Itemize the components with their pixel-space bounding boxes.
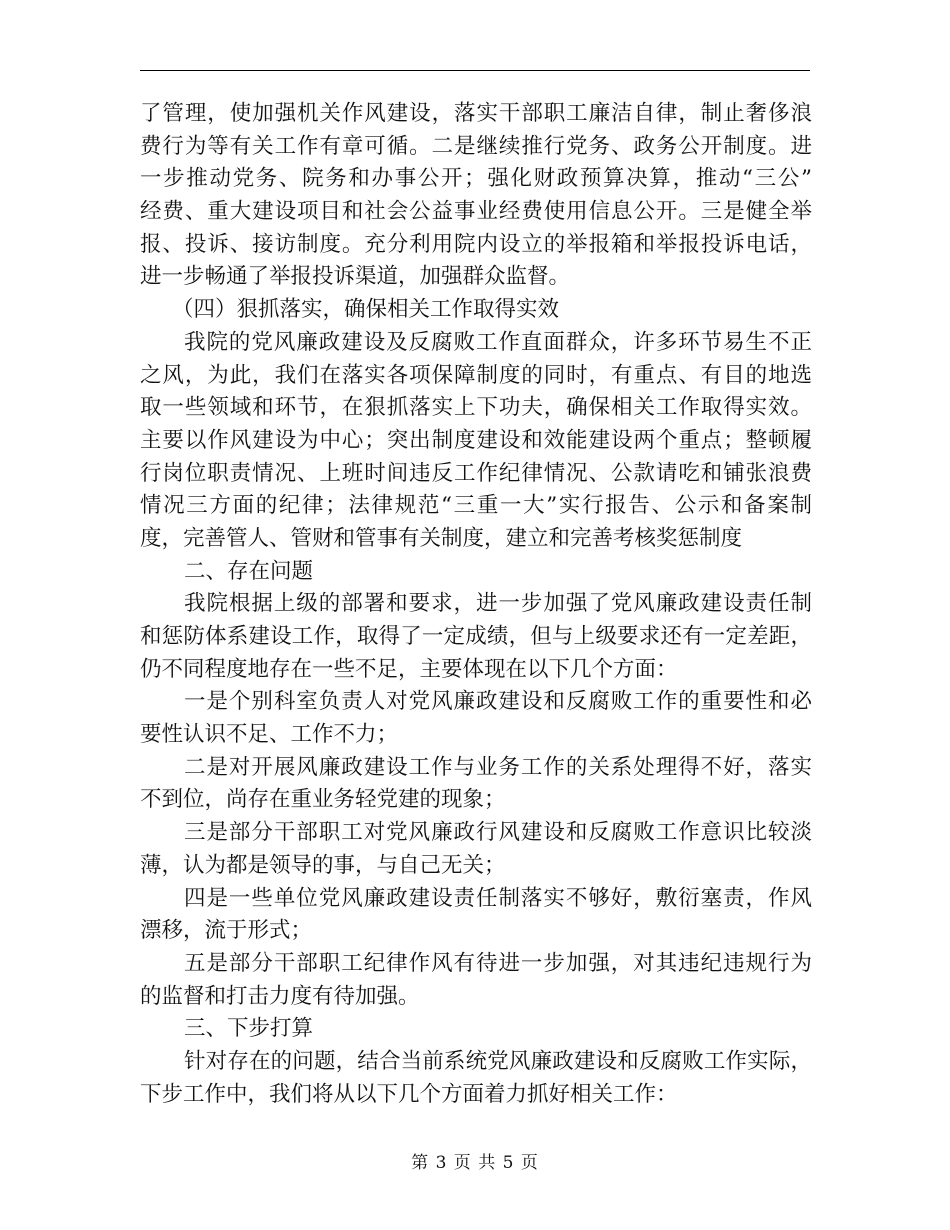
text-line: 针对存在的问题，结合当前系统党风廉政建设和反腐败工作实际， — [184, 1048, 812, 1074]
page-number: 第 3 页 共 5 页 — [411, 1153, 539, 1173]
text-line: 了管理，使加强机关作风建设，落实干部职工廉洁自律，制止奢侈浪 — [140, 101, 812, 126]
text-line: 三是部分干部职工对党风廉政行风建设和反腐败工作意识比较淡 — [184, 820, 812, 846]
text-line: 下步工作中，我们将从以下几个方面着力抓好相关工作： — [140, 1081, 678, 1107]
section-heading: （四）狠抓落实，确保相关工作取得实效 — [172, 297, 560, 323]
text-line: 五是部分干部职工纪律作风有待进一步加强，对其违纪违规行为 — [184, 950, 812, 976]
document-body — [140, 98, 812, 1111]
text-line: 度，完善管人、管财和管事有关制度，建立和完善考核奖惩制度 — [140, 525, 743, 551]
text-line: 行岗位职责情况、上班时间违反工作纪律情况、公款请吃和铺张浪费 — [140, 460, 812, 486]
text-line: 仍不同程度地存在一些不足，主要体现在以下几个方面： — [140, 656, 678, 682]
text-line: 漂移，流于形式； — [140, 918, 313, 944]
text-line: 的监督和打击力度有待加强。 — [140, 983, 420, 1009]
text-line: 四是一些单位党风廉政建设责任制落实不够好，敷衍塞责，作风 — [184, 885, 812, 911]
text-line: 和惩防体系建设工作，取得了一定成绩，但与上级要求还有一定差距， — [140, 624, 812, 649]
text-line: 一是个别科室负责人对党风廉政建设和反腐败工作的重要性和必 — [184, 689, 812, 715]
text-line: 二是对开展风廉政建设工作与业务工作的关系处理得不好，落实 — [184, 754, 812, 780]
text-line: 薄，认为都是领导的事，与自己无关； — [140, 852, 506, 878]
text-line: 费行为等有关工作有章可循。二是继续推行党务、政务公开制度。进 — [140, 133, 812, 159]
text-line: 不到位，尚存在重业务轻党建的现象； — [140, 787, 506, 813]
text-line: 经费、重大建设项目和社会公益事业经费使用信息公开。三是健全举 — [140, 199, 812, 225]
text-line: 之风，为此，我们在落实各项保障制度的同时，有重点、有目的地选 — [140, 362, 812, 388]
text-line: 我院根据上级的部署和要求，进一步加强了党风廉政建设责任制 — [184, 591, 812, 617]
text-line: 主要以作风建设为中心；突出制度建设和效能建设两个重点；整顿履 — [140, 427, 812, 453]
section-heading: 三、下步打算 — [184, 1016, 314, 1042]
text-line: 报、投诉、接访制度。充分利用院内设立的举报箱和举报投诉电话， — [140, 231, 812, 257]
text-line: 我院的党风廉政建设及反腐败工作直面群众，许多环节易生不正 — [184, 329, 812, 355]
text-line: 一步推动党务、院务和办事公开；强化财政预算决算，推动“三公” — [140, 166, 812, 192]
text-line: 情况三方面的纪律；法律规范“三重一大”实行报告、公示和备案制 — [140, 493, 812, 519]
header-rule — [140, 70, 810, 71]
text-line: 进一步畅通了举报投诉渠道，加强群众监督。 — [140, 264, 571, 290]
section-heading: 二、存在问题 — [184, 558, 314, 584]
text-line: 取一些领域和环节，在狠抓落实上下功夫，确保相关工作取得实效。 — [140, 395, 812, 421]
text-line: 要性认识不足、工作不力； — [140, 722, 399, 748]
